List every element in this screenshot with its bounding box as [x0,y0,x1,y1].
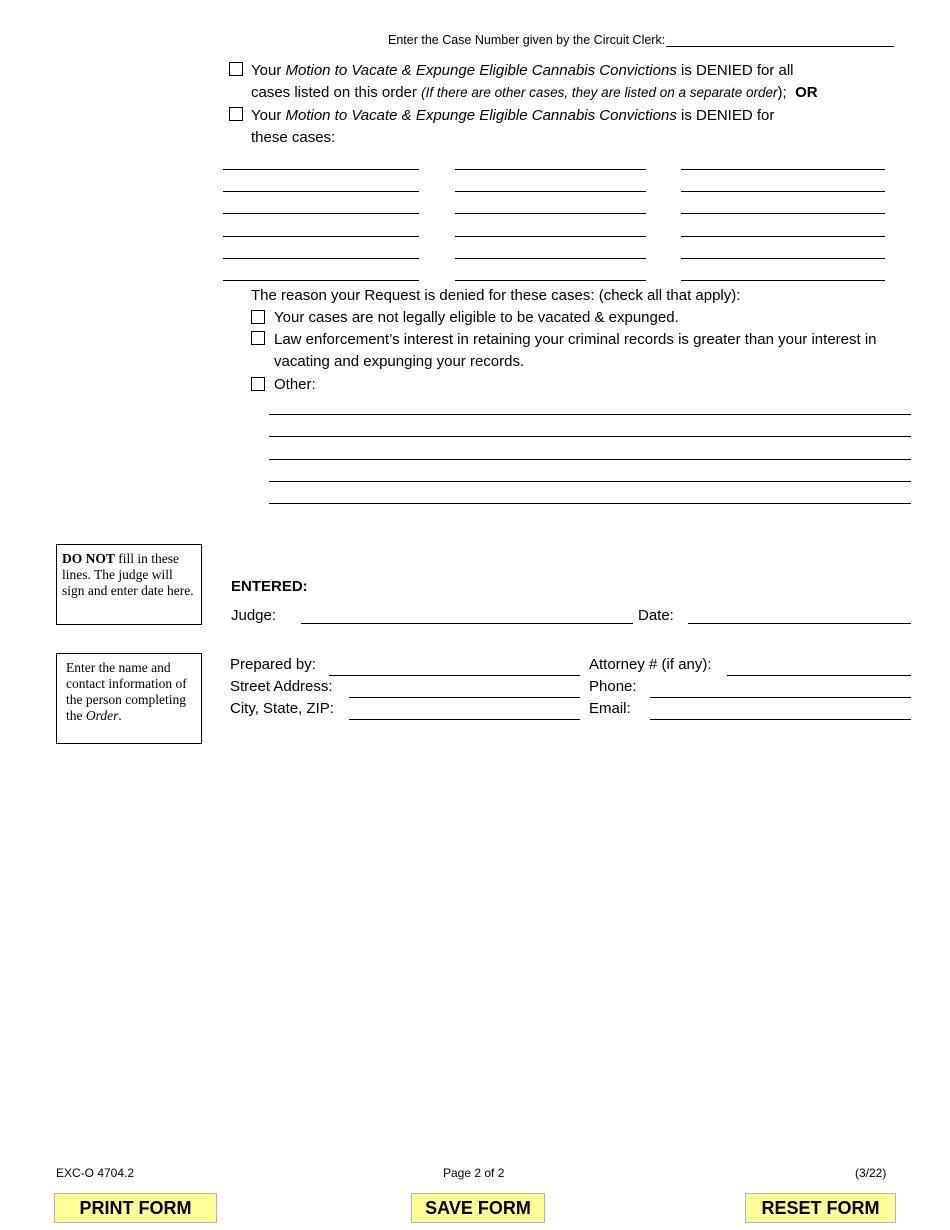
case-line[interactable] [223,213,419,214]
reasons-intro: The reason your Request is denied for these cases: (check all that apply): [251,287,741,304]
case-line[interactable] [455,236,646,237]
prepared-by-field[interactable] [329,675,580,676]
other-label: Other: [274,376,316,393]
law-enforcement-checkbox[interactable] [251,331,265,345]
denied-these-checkbox[interactable] [229,107,243,121]
not-eligible-label: Your cases are not legally eligible to be vacated & expunged. [274,309,679,326]
denied-all-line1: Your Motion to Vacate & Expunge Eligible Cannabis Convictions is DENIED for all [251,62,794,79]
save-form-button[interactable]: SAVE FORM [411,1193,545,1223]
other-line[interactable] [269,436,911,437]
denied-these-line1: Your Motion to Vacate & Expunge Eligible Cannabis Convictions is DENIED for [251,107,775,124]
case-line[interactable] [455,169,646,170]
other-line[interactable] [269,503,911,504]
attorney-label: Attorney # (if any): [589,656,712,673]
case-line[interactable] [223,191,419,192]
case-line[interactable] [681,191,885,192]
email-field[interactable] [650,719,911,720]
denied-these-line2: these cases: [251,129,336,146]
case-line[interactable] [681,280,885,281]
date-label: Date: [638,607,674,624]
attorney-field[interactable] [727,675,911,676]
case-line[interactable] [455,280,646,281]
case-line[interactable] [681,258,885,259]
prepared-by-label: Prepared by: [230,656,316,673]
case-line[interactable] [455,258,646,259]
not-eligible-checkbox[interactable] [251,310,265,324]
phone-label: Phone: [589,678,637,695]
case-line[interactable] [681,169,885,170]
law-enforcement-label-2: vacating and expunging your records. [274,353,525,370]
street-field[interactable] [349,697,580,698]
case-line[interactable] [455,191,646,192]
form-id: EXC-O 4704.2 [56,1166,135,1180]
page-number: Page 2 of 2 [443,1166,505,1180]
case-line[interactable] [681,213,885,214]
judge-label: Judge: [231,607,277,624]
other-line[interactable] [269,481,911,482]
denied-all-line2: cases listed on this order (If there are other cases, they are listed on a separate order); OR [251,84,818,101]
entered-heading: ENTERED: [231,578,308,595]
denied-all-checkbox[interactable] [229,62,243,76]
or-label: OR [795,84,818,101]
case-line[interactable] [223,258,419,259]
law-enforcement-label-1: Law enforcement’s interest in retaining your criminal records is greater than your interest in [274,331,877,348]
contact-note-box: Enter the name and contact information of the person completing the Order. [56,653,202,744]
judge-signature-line[interactable] [301,623,633,624]
case-line[interactable] [223,280,419,281]
other-checkbox[interactable] [251,377,265,391]
phone-field[interactable] [650,697,911,698]
date-line[interactable] [688,623,911,624]
case-line[interactable] [681,236,885,237]
reset-form-button[interactable]: RESET FORM [745,1193,896,1223]
other-line[interactable] [269,459,911,460]
street-label: Street Address: [230,678,333,695]
city-field[interactable] [349,719,580,720]
print-form-button[interactable]: PRINT FORM [54,1193,217,1223]
case-number-field[interactable] [666,46,894,47]
city-label: City, State, ZIP: [230,700,334,717]
other-line[interactable] [269,414,911,415]
judge-note-box: DO NOT fill in these lines. The judge will sign and enter date here. [56,544,202,625]
case-number-label: Enter the Case Number given by the Circuit Clerk: [388,33,666,47]
case-line[interactable] [455,213,646,214]
form-date: (3/22) [855,1166,887,1180]
case-line[interactable] [223,169,419,170]
email-label: Email: [589,700,631,717]
case-line[interactable] [223,236,419,237]
